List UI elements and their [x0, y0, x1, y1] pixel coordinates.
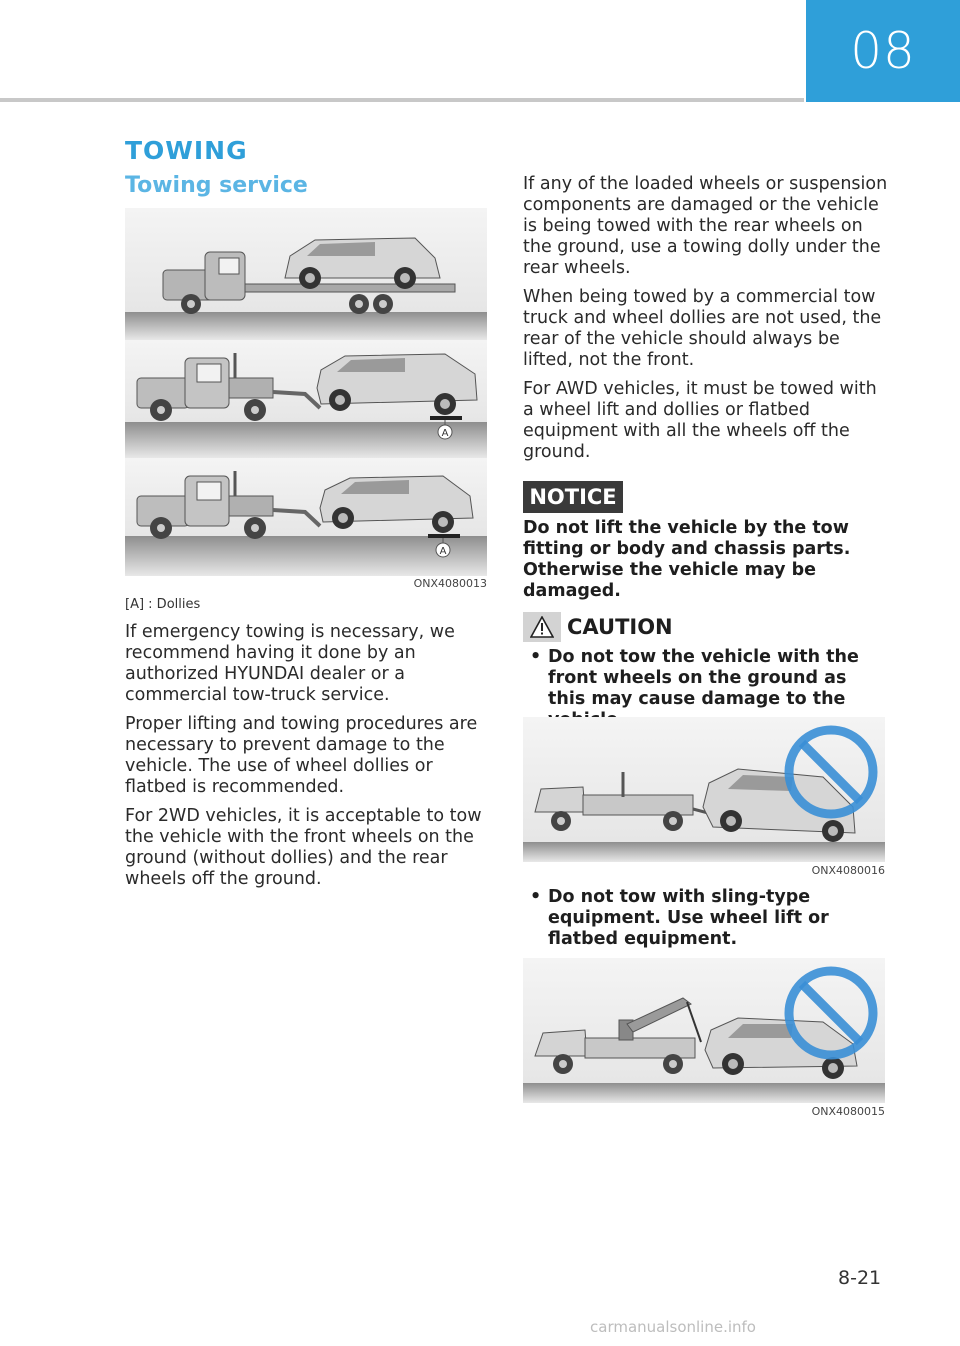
paragraph: Proper lifting and towing procedures are necessary to prevent damage to the vehicle. The use of wheel dollies or flatbed is recommended.	[125, 714, 478, 797]
dolly-marker-2: A	[439, 546, 447, 557]
section-title: TOWING	[125, 136, 248, 165]
right-column-text	[523, 174, 888, 471]
caution-bullet-text: Do not tow with sling-type equipment. Use wheel lift or flatbed equipment.	[548, 887, 829, 949]
left-column-text	[125, 622, 487, 898]
paragraph: If any of the loaded wheels or suspension components are damaged or the vehicle is being towed with the rear wheels on the ground, use a towing dolly under the rear wheels.	[523, 174, 888, 278]
caution-label: CAUTION	[567, 615, 673, 639]
figure-code: ONX4080015	[811, 1105, 885, 1118]
front-wheels-towing-illustration	[523, 717, 885, 862]
paragraph: For AWD vehicles, it must be towed with a wheel lift and dollies or flatbed equipment with all the wheels off the ground.	[523, 379, 877, 462]
caution-bullet	[530, 887, 888, 950]
towing-methods-figure	[125, 208, 487, 598]
bullet-dot-icon: •	[530, 887, 542, 907]
caution-bullet-text: Do not tow the vehicle with the front wheels on the ground as this may cause damage to the	[548, 647, 859, 709]
sling-towing-illustration	[523, 958, 885, 1103]
front-wheels-towing-figure	[523, 717, 885, 882]
towing-methods-illustration	[125, 208, 487, 576]
paragraph: If emergency towing is necessary, we recommend having it done by an authorized HYUNDAI dealer or a commercial tow-truck service.	[125, 622, 455, 705]
caution-heading	[523, 612, 673, 642]
header-rule	[0, 98, 804, 102]
page-number: 8-21	[838, 1267, 882, 1289]
sling-towing-figure	[523, 958, 885, 1123]
paragraph: When being towed by a commercial tow truck and wheel dollies are not used, the rear of the vehicle should always be lifted, not the front.	[523, 287, 882, 370]
paragraph: For 2WD vehicles, it is acceptable to tow the vehicle with the front wheels on the ground (without dollies) and the rear wheels off the ground.	[125, 806, 482, 889]
watermark: carmanualsonline.info	[590, 1318, 756, 1336]
figure-code: ONX4080016	[811, 864, 885, 877]
chapter-number: 08	[850, 22, 916, 80]
notice-badge: NOTICE	[523, 481, 623, 513]
figure-code: ONX4080013	[413, 577, 487, 590]
notice-text: Do not lift the vehicle by the tow fitting or body and chassis parts. Otherwise the vehicle may be damaged.	[523, 518, 851, 601]
figure-caption: [A] : Dollies	[125, 597, 201, 612]
dolly-marker-1: A	[441, 428, 449, 439]
warning-triangle-icon	[523, 612, 561, 642]
chapter-tab	[806, 0, 960, 102]
bullet-dot-icon: •	[530, 647, 542, 667]
sub-title: Towing service	[125, 173, 308, 198]
